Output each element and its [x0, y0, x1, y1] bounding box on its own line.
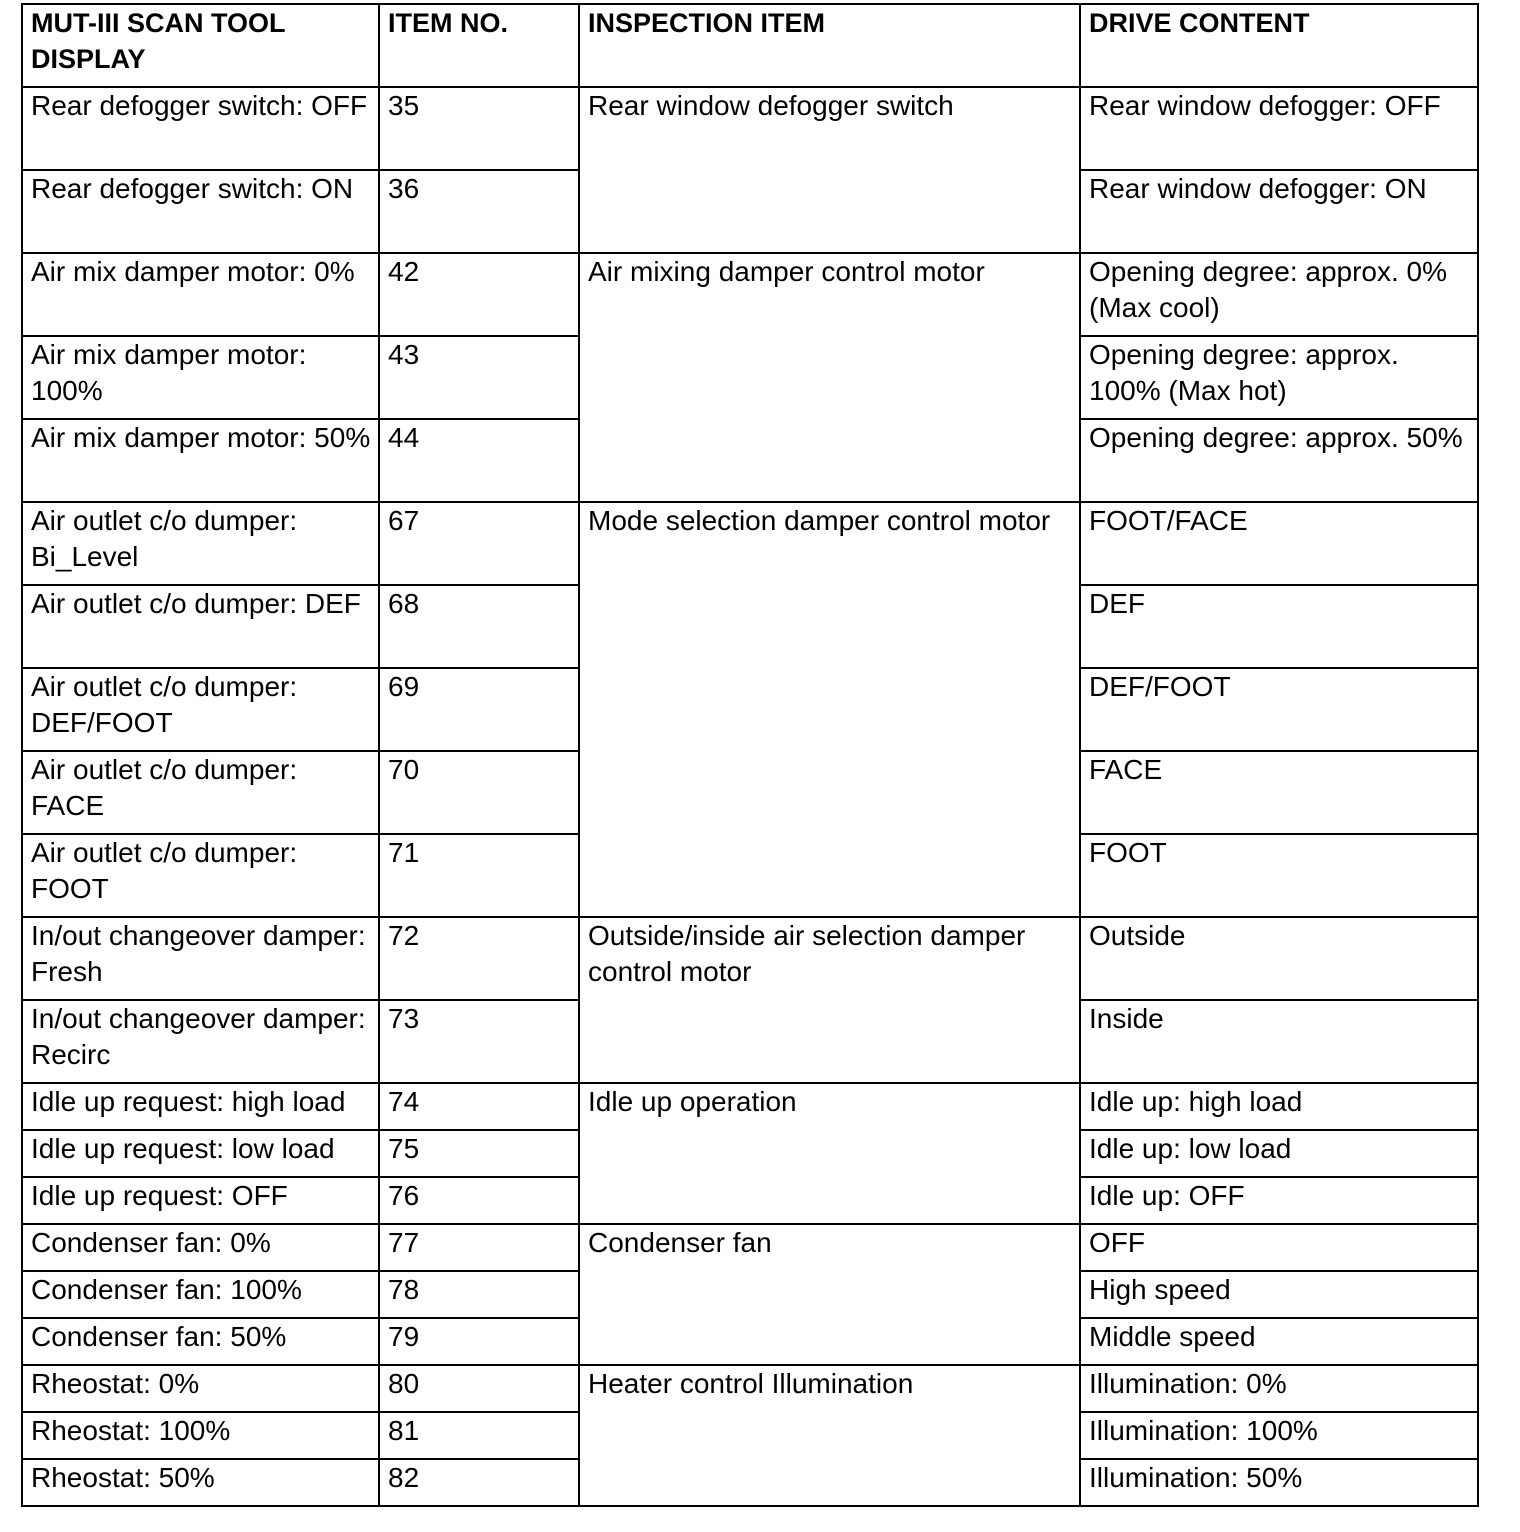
- cell-drive: Opening degree: approx. 100% (Max hot): [1080, 336, 1478, 419]
- cell-item-no: 69: [379, 668, 579, 751]
- cell-inspection-item: Condenser fan: [579, 1224, 1080, 1365]
- cell-item-no: 35: [379, 87, 579, 170]
- table-row: [22, 1224, 1478, 1271]
- cell-drive: Opening degree: approx. 0% (Max cool): [1080, 253, 1478, 336]
- cell-display: Air outlet c/o dumper: FACE: [22, 751, 379, 834]
- header-drive-content: DRIVE CONTENT: [1080, 4, 1478, 87]
- cell-drive: Idle up: OFF: [1080, 1177, 1478, 1224]
- cell-item-no: 81: [379, 1412, 579, 1459]
- cell-drive: Rear window defogger: ON: [1080, 170, 1478, 253]
- cell-drive: Inside: [1080, 1000, 1478, 1083]
- cell-item-no: 78: [379, 1271, 579, 1318]
- header-item-no: ITEM NO.: [379, 4, 579, 87]
- cell-display: In/out changeover damper: Fresh: [22, 917, 379, 1000]
- cell-drive: FACE: [1080, 751, 1478, 834]
- cell-inspection-item: Idle up operation: [579, 1083, 1080, 1224]
- cell-display: Condenser fan: 100%: [22, 1271, 379, 1318]
- cell-drive: Opening degree: approx. 50%: [1080, 419, 1478, 502]
- cell-inspection-item: Outside/inside air selection damper control motor: [579, 917, 1080, 1083]
- cell-display: Rear defogger switch: ON: [22, 170, 379, 253]
- cell-item-no: 44: [379, 419, 579, 502]
- cell-item-no: 82: [379, 1459, 579, 1506]
- cell-item-no: 43: [379, 336, 579, 419]
- cell-drive: Middle speed: [1080, 1318, 1478, 1365]
- cell-inspection-item: Mode selection damper control motor: [579, 502, 1080, 917]
- cell-display: Rheostat: 50%: [22, 1459, 379, 1506]
- cell-drive: Illumination: 100%: [1080, 1412, 1478, 1459]
- cell-item-no: 79: [379, 1318, 579, 1365]
- cell-drive: Outside: [1080, 917, 1478, 1000]
- cell-item-no: 77: [379, 1224, 579, 1271]
- header-scan-tool-display: MUT-III SCAN TOOL DISPLAY: [22, 4, 379, 87]
- cell-item-no: 72: [379, 917, 579, 1000]
- table-row: [22, 87, 1478, 170]
- cell-display: Air outlet c/o dumper: FOOT: [22, 834, 379, 917]
- cell-drive: FOOT: [1080, 834, 1478, 917]
- cell-item-no: 70: [379, 751, 579, 834]
- cell-drive: DEF: [1080, 585, 1478, 668]
- cell-display: Rheostat: 100%: [22, 1412, 379, 1459]
- table-row: [22, 917, 1478, 1000]
- cell-item-no: 67: [379, 502, 579, 585]
- cell-display: Condenser fan: 0%: [22, 1224, 379, 1271]
- cell-display: Air mix damper motor: 0%: [22, 253, 379, 336]
- cell-display: In/out changeover damper: Recirc: [22, 1000, 379, 1083]
- cell-drive: High speed: [1080, 1271, 1478, 1318]
- header-inspection-item: INSPECTION ITEM: [579, 4, 1080, 87]
- table-row: [22, 1365, 1478, 1412]
- cell-item-no: 68: [379, 585, 579, 668]
- cell-inspection-item: Heater control Illumination: [579, 1365, 1080, 1506]
- cell-drive: OFF: [1080, 1224, 1478, 1271]
- cell-display: Air mix damper motor: 100%: [22, 336, 379, 419]
- cell-display: Rear defogger switch: OFF: [22, 87, 379, 170]
- cell-item-no: 76: [379, 1177, 579, 1224]
- header-row: [22, 4, 1478, 87]
- cell-item-no: 80: [379, 1365, 579, 1412]
- cell-item-no: 75: [379, 1130, 579, 1177]
- table-row: [22, 1083, 1478, 1130]
- cell-item-no: 42: [379, 253, 579, 336]
- cell-display: Air outlet c/o dumper: DEF: [22, 585, 379, 668]
- cell-drive: Illumination: 50%: [1080, 1459, 1478, 1506]
- cell-drive: Rear window defogger: OFF: [1080, 87, 1478, 170]
- cell-display: Idle up request: OFF: [22, 1177, 379, 1224]
- cell-inspection-item: Rear window defogger switch: [579, 87, 1080, 253]
- cell-drive: Idle up: low load: [1080, 1130, 1478, 1177]
- cell-display: Air mix damper motor: 50%: [22, 419, 379, 502]
- cell-item-no: 71: [379, 834, 579, 917]
- cell-display: Idle up request: low load: [22, 1130, 379, 1177]
- cell-drive: DEF/FOOT: [1080, 668, 1478, 751]
- cell-drive: Illumination: 0%: [1080, 1365, 1478, 1412]
- cell-display: Idle up request: high load: [22, 1083, 379, 1130]
- cell-display: Air outlet c/o dumper: Bi_Level: [22, 502, 379, 585]
- cell-display: Rheostat: 0%: [22, 1365, 379, 1412]
- cell-inspection-item: Air mixing damper control motor: [579, 253, 1080, 502]
- cell-drive: FOOT/FACE: [1080, 502, 1478, 585]
- cell-drive: Idle up: high load: [1080, 1083, 1478, 1130]
- table-row: [22, 502, 1478, 585]
- cell-item-no: 74: [379, 1083, 579, 1130]
- cell-item-no: 73: [379, 1000, 579, 1083]
- cell-item-no: 36: [379, 170, 579, 253]
- cell-display: Condenser fan: 50%: [22, 1318, 379, 1365]
- table-row: [22, 253, 1478, 336]
- actuator-test-table: [21, 3, 1479, 1507]
- cell-display: Air outlet c/o dumper: DEF/FOOT: [22, 668, 379, 751]
